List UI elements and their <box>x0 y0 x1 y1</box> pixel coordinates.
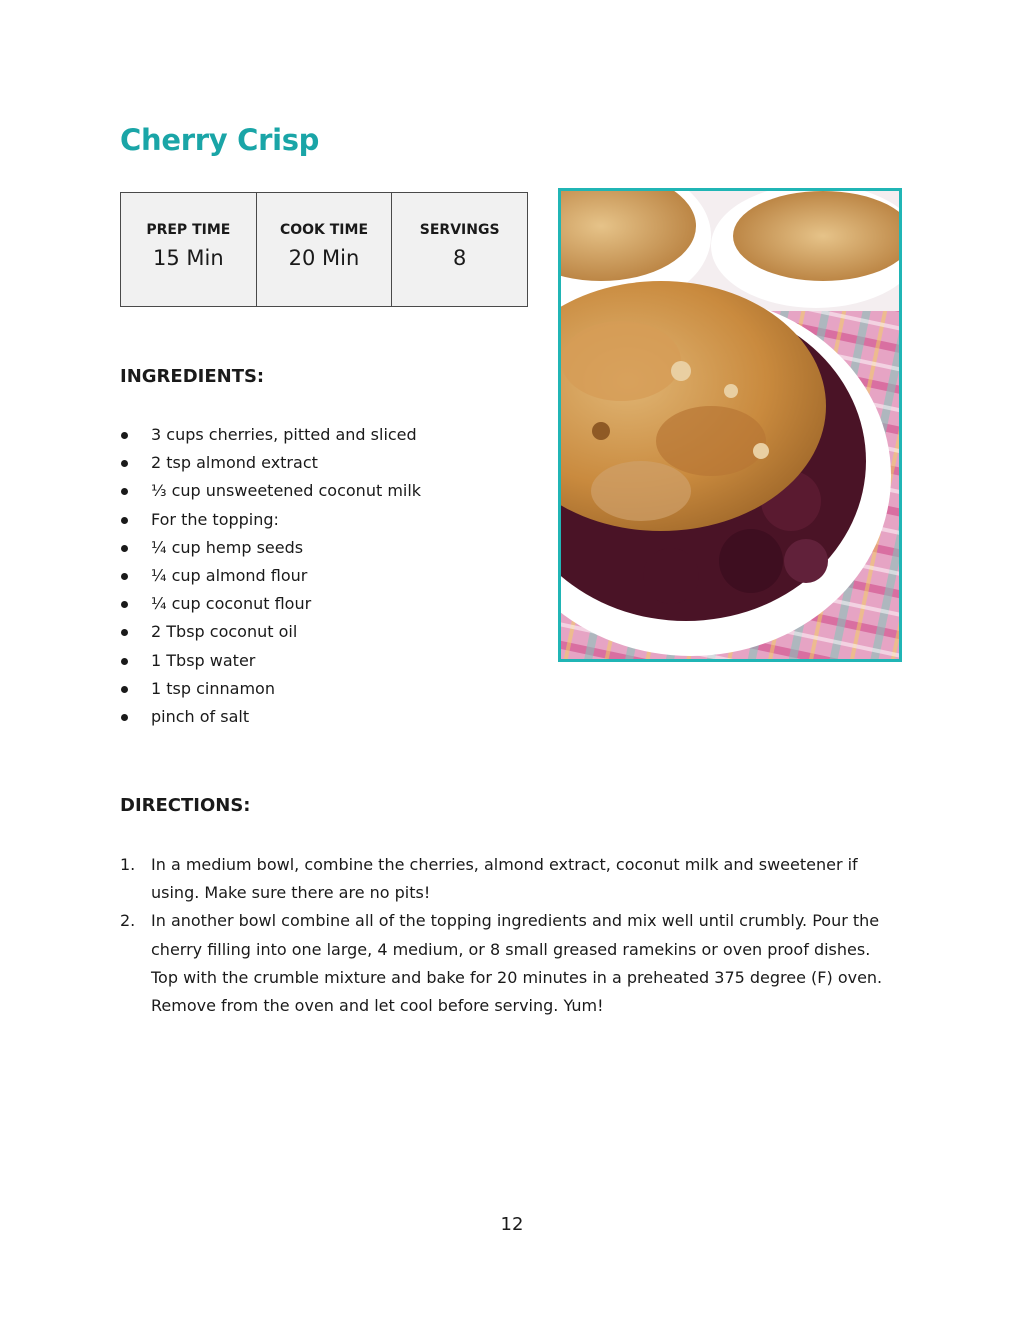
ingredient-text: ¼ cup hemp seeds <box>151 537 304 557</box>
ingredients-list <box>120 421 421 731</box>
ingredient-text: ¼ cup coconut flour <box>151 594 312 614</box>
ingredient-item <box>120 703 421 731</box>
cook-time-cell <box>256 193 392 307</box>
prep-time-cell <box>121 193 257 307</box>
ingredient-text: For the topping: <box>151 509 279 529</box>
ingredient-text: 2 Tbsp coconut oil <box>151 622 298 642</box>
bullet-icon <box>121 629 128 636</box>
ingredient-item <box>120 675 421 703</box>
ingredient-item <box>120 477 421 505</box>
step-number: 1. <box>120 855 136 874</box>
prep-time-label: PREP TIME <box>146 222 231 238</box>
bullet-icon <box>121 488 128 495</box>
ingredient-text: 1 tsp cinnamon <box>151 678 275 698</box>
recipe-info-table <box>120 192 528 307</box>
bullet-icon <box>121 517 128 524</box>
ingredient-item <box>120 562 421 590</box>
step-number: 2. <box>120 911 136 931</box>
bullet-icon <box>121 460 128 467</box>
ingredient-item <box>120 506 421 534</box>
cook-time-label: COOK TIME <box>279 222 369 238</box>
step-text: In a medium bowl, combine the cherries, almond extract, coconut milk and sweetener if using. Make sure there are no pits! <box>151 855 858 903</box>
ingredient-text: 3 cups cherries, pitted and sliced <box>151 425 417 444</box>
ingredient-item <box>120 534 421 562</box>
cook-time-value: 20 Min <box>288 246 360 270</box>
ingredient-item <box>120 449 421 477</box>
bullet-icon <box>121 432 128 439</box>
directions-list <box>120 851 900 1020</box>
page-number: 12 <box>500 1214 524 1235</box>
bullet-icon <box>121 686 128 693</box>
directions-heading: DIRECTIONS: <box>120 795 251 816</box>
ingredient-item <box>120 421 421 449</box>
bullet-icon <box>121 601 128 608</box>
ingredient-text: ⅓ cup unsweetened coconut milk <box>151 481 422 501</box>
bullet-icon <box>121 658 128 665</box>
bullet-icon <box>121 573 128 580</box>
ingredient-item <box>120 618 421 646</box>
step-text: In another bowl combine all of the topping ingredients and mix well until crumbly. Pour the cherry filling into one large, 4 medium, or 8 small greased ramekins or oven proof dishes. Top with the crumble mixture and bake for 20 minutes in a preheated 375 degree (F) oven. Remove from the oven and let cool before serving. Yum! <box>151 911 883 1016</box>
cherry-crisp-photo <box>558 188 902 662</box>
ingredient-text: pinch of salt <box>151 706 250 726</box>
servings-cell <box>392 193 528 307</box>
ingredient-item <box>120 590 421 618</box>
ingredient-text: 1 Tbsp water <box>151 650 256 670</box>
ingredients-heading: INGREDIENTS: <box>120 366 265 387</box>
direction-step <box>120 851 900 907</box>
bullet-icon <box>121 545 128 552</box>
recipe-title: Cherry Crisp <box>120 123 320 157</box>
direction-step <box>120 907 900 1020</box>
servings-value: 8 <box>452 246 467 270</box>
bullet-icon <box>121 714 128 721</box>
ingredient-text: 2 tsp almond extract <box>151 453 318 473</box>
ingredient-text: ¼ cup almond flour <box>151 565 308 585</box>
ingredient-item <box>120 647 421 675</box>
prep-time-value: 15 Min <box>152 246 224 270</box>
servings-label: SERVINGS <box>419 222 500 238</box>
